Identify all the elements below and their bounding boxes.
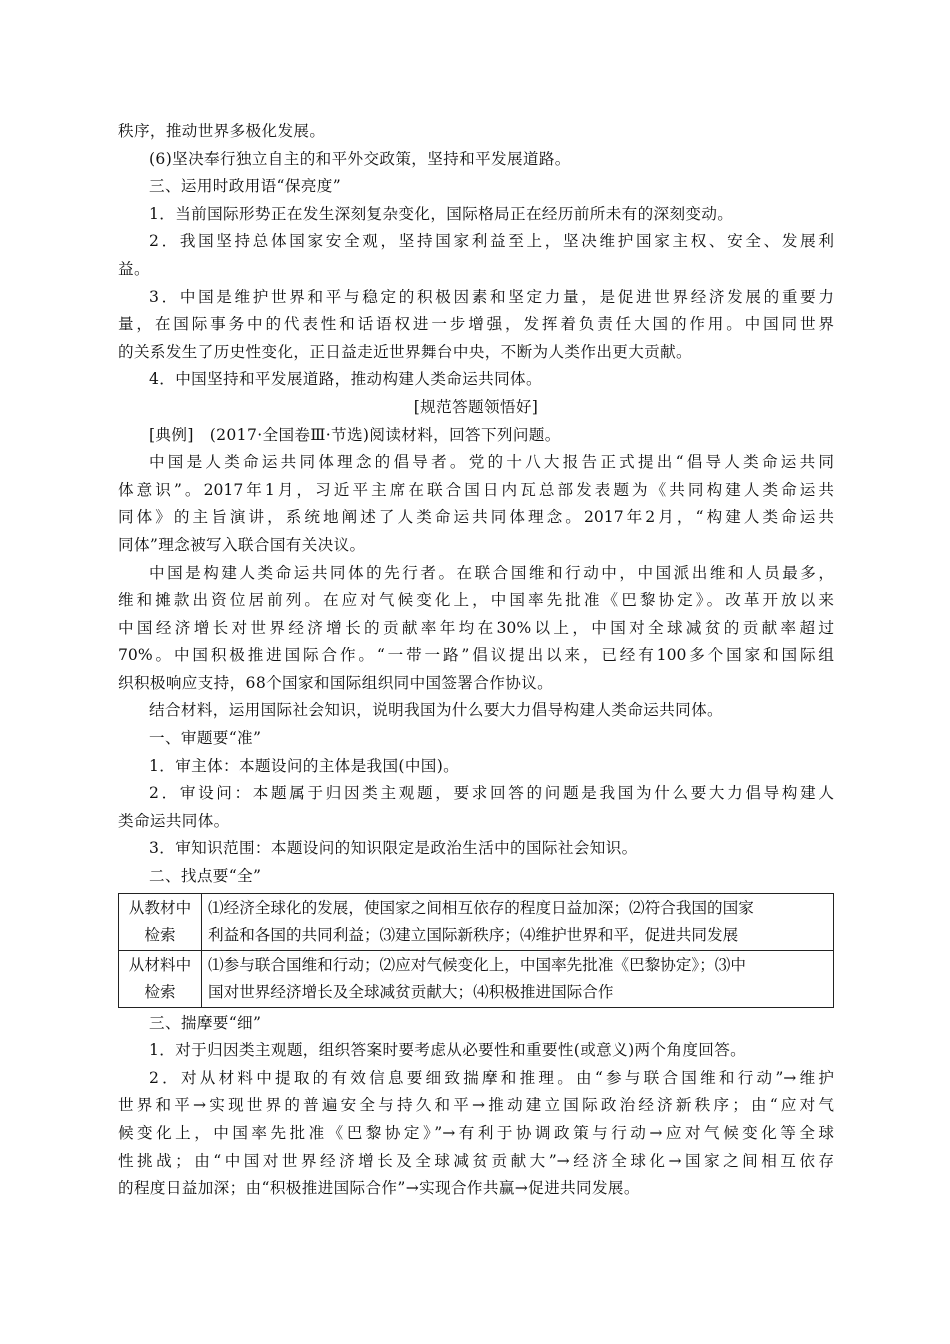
material-paragraph-2: 中国是构建人类命运共同体的先行者。在联合国维和行动中，中国派出维和人员最多，: [149, 563, 834, 582]
text-line: 70%。中国积极推进国际合作。“一带一路”倡议提出以来，已经有100多个国家和国际组: [118, 646, 834, 665]
table-text: ⑴参与联合国维和行动；⑵应对气候变化上，中国率先批准《巴黎协定》；⑶中: [208, 955, 746, 974]
text-line: 的关系发生了历史性变化，正日益走近世界舞台中央，不断为人类作出更大贡献。: [118, 342, 692, 361]
answer-points-table: [118, 893, 834, 1008]
text-line: 的程度日益加深；由“积极推进国际合作”→实现合作共赢→促进共同发展。: [118, 1179, 640, 1198]
table-label: 检索: [144, 925, 176, 944]
list-item: 1．审主体：本题设问的主体是我国(中国)。: [149, 756, 460, 775]
text-line: 维和摊款出资位居前列。在应对气候变化上，中国率先批准《巴黎协定》。改革开放以来: [118, 591, 834, 610]
table-content-cell: [202, 950, 834, 1007]
text-line: 性挑战；由“中国对世界经济增长及全球减贫贡献大”→经济全球化→国家之间相互依存: [118, 1151, 834, 1170]
text-line: 候变化上，中国率先批准《巴黎协定》”→有利于协调政策与行动→应对气候变化等全球: [118, 1124, 834, 1142]
table-text: 国对世界经济增长及全球减贫贡献大；⑷积极推进国际合作: [208, 982, 614, 1001]
table-label-cell: [119, 893, 202, 950]
text-line: 同体”理念被写入联合国有关决议。: [118, 535, 366, 554]
list-item: 1．对于归因类主观题，组织答案时要考虑从必要性和重要性(或意义)两个角度回答。: [149, 1041, 747, 1060]
list-item: 2．我国坚持总体国家安全观，坚持国家利益至上，坚决维护国家主权、安全、发展利: [149, 232, 834, 251]
example-intro: [典例] (2017·全国卷Ⅲ·节选)阅读材料，回答下列问题。: [149, 425, 561, 444]
section-heading: 二、找点要“全”: [149, 867, 262, 886]
list-item: (6)坚决奉行独立自主的和平外交政策，坚持和平发展道路。: [149, 149, 571, 168]
text-line: 世界和平→实现世界的普遍安全与持久和平→推动建立国际政治经济新秩序；由“应对气: [118, 1096, 834, 1115]
list-item: 4．中国坚持和平发展道路，推动构建人类命运共同体。: [149, 370, 542, 389]
text-line: 同体》的主旨演讲，系统地阐述了人类命运共同体理念。2017年2月，“构建人类命运共: [118, 508, 834, 527]
table-label: 从材料中: [128, 955, 192, 974]
list-item: 3．中国是维护世界和平与稳定的积极因素和坚定力量，是促进世界经济发展的重要力: [149, 287, 834, 306]
table-row: [119, 893, 834, 950]
table-row: [119, 950, 834, 1007]
question: 结合材料，运用国际社会知识，说明我国为什么要大力倡导构建人类命运共同体。: [149, 701, 723, 720]
table-label-cell: [119, 950, 202, 1007]
table-text: ⑴经济全球化的发展，使国家之间相互依存的程度日益加深；⑵符合我国的国家: [208, 898, 754, 917]
text-line: 量，在国际事务中的代表性和话语权进一步增强，发挥着负责任大国的作用。中国同世界: [118, 315, 834, 334]
table-text: 利益和各国的共同利益；⑶建立国际新秩序；⑷维护世界和平，促进共同发展: [208, 925, 739, 944]
table-label: 从教材中: [128, 898, 192, 917]
section-heading: 一、审题要“准”: [149, 729, 262, 748]
text-line: 秩序，推动世界多极化发展。: [118, 122, 326, 140]
section-title: [规范答题领悟好]: [413, 397, 539, 416]
list-item: 2．对从材料中提取的有效信息要细致揣摩和推理。由“参与联合国维和行动”→维护: [149, 1068, 834, 1087]
section-heading: 三、运用时政用语“保亮度”: [149, 177, 342, 196]
table-label: 检索: [144, 982, 176, 1001]
text-line: 织积极响应支持，68个国家和国际组织同中国签署合作协议。: [118, 673, 554, 692]
text-line: 中国经济增长对世界经济增长的贡献率年均在30%以上，中国对全球减贫的贡献率超过: [118, 618, 834, 637]
list-item: 1．当前国际形势正在发生深刻复杂变化，国际格局正在经历前所未有的深刻变动。: [149, 204, 734, 223]
material-paragraph-1: 中国是人类命运共同体理念的倡导者。党的十八大报告正式提出“倡导人类命运共同: [149, 453, 834, 472]
text-line: 体意识”。2017年1月，习近平主席在联合国日内瓦总部发表题为《共同构建人类命运共: [118, 480, 834, 499]
table-content-cell: [202, 893, 834, 950]
text-line: 类命运共同体。: [118, 811, 230, 830]
document-page: [118, 118, 834, 1203]
section-heading: 三、揣摩要“细”: [149, 1013, 262, 1032]
list-item: 3．审知识范围：本题设问的知识限定是政治生活中的国际社会知识。: [149, 839, 638, 858]
list-item: 2．审设问：本题属于归因类主观题，要求回答的问题是我国为什么要大力倡导构建人: [149, 784, 834, 803]
text-line: 益。: [118, 259, 150, 278]
